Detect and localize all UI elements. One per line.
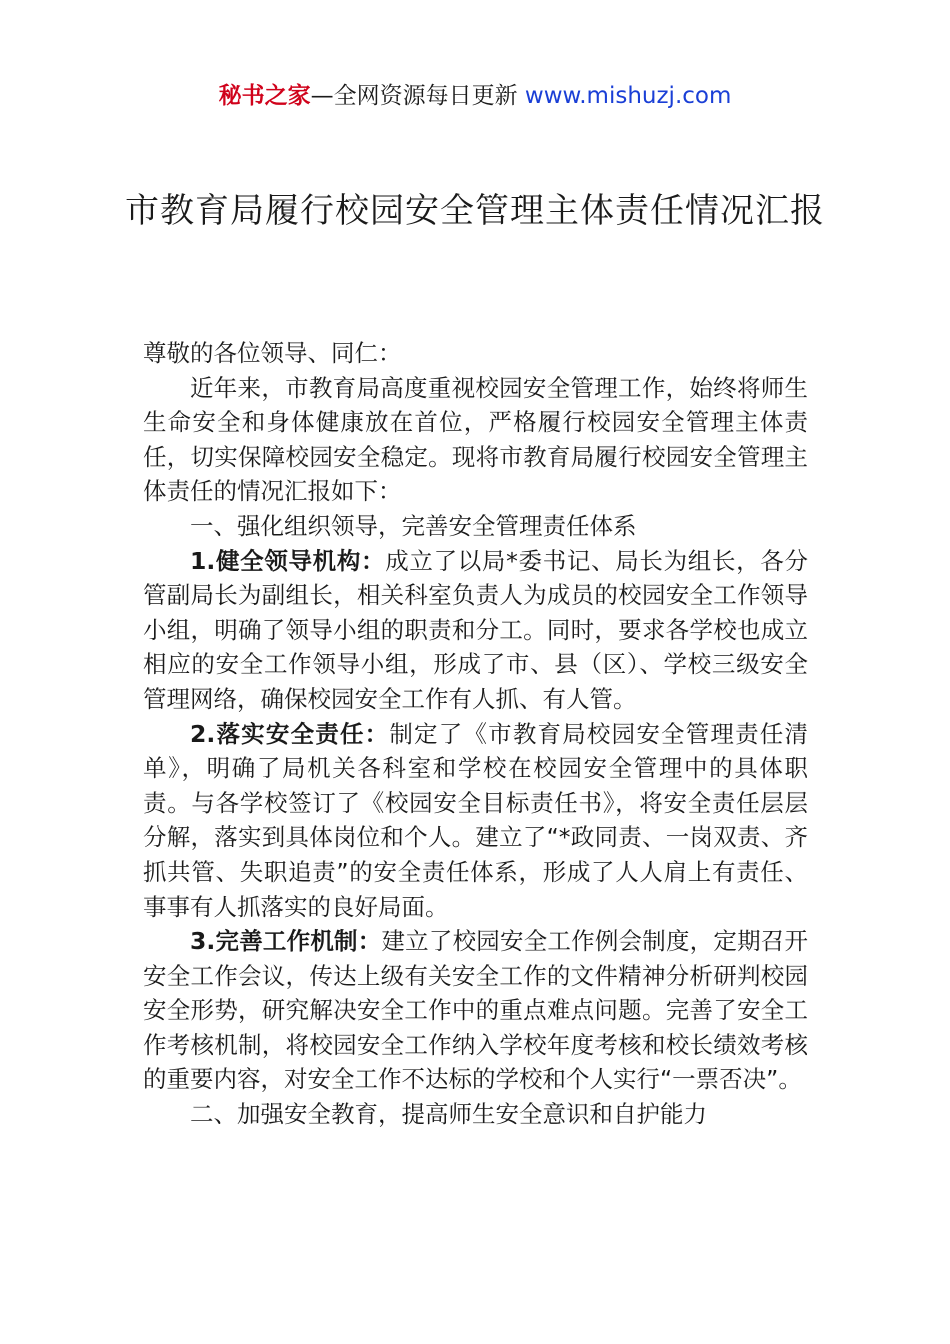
item-lead-1: 1.健全领导机构： [190,546,386,575]
document-title: 市教育局履行校园安全管理主体责任情况汇报 [125,191,825,231]
item-text-2: 制定了《市教育局校园安全管理责任清单》，明确了局机关各科室和学校在校园安全管理中的具体职责。与各学校签订了《校园安全目标责任书》，将安全责任层层分解，落实到具体岗位和个人。建立了“*政同责、一岗双责、齐抓共管、失职追责”的安全责任体系，形成了人人肩上有责任、事事有人抓落实的良好局面。 [143,719,809,921]
header-tagline: —全网资源每日更新 [310,83,525,109]
item-paragraph-2 [143,717,808,925]
item-text-1: 成立了以局*委书记、局长为组长，各分管副局长为副组长，相关科室负责人为成员的校园安全工作领导小组，明确了领导小组的职责和分工。同时，要求各学校也成立相应的安全工作领导小组，形成了市、县（区）、学校三级安全管理网络，确保校园安全工作有人抓、有人管。 [143,546,809,713]
section-heading-1: 一、强化组织领导，完善安全管理责任体系 [190,511,637,540]
item-text-3: 建立了校园安全工作例会制度，定期召开安全工作会议，传达上级有关安全工作的文件精神分析研判校园安全形势，研究解决安全工作中的重点难点问题。完善了安全工作考核机制，将校园安全工作纳入学校年度考核和校长绩效考核的重要内容，对安全工作不达标的学校和个人实行“一票否决”。 [143,927,809,1094]
site-url-link[interactable]: www.mishuzj.com [524,83,732,109]
item-paragraph-3 [143,924,808,1097]
item-lead-2: 2.落实安全责任： [190,719,390,748]
intro-paragraph: 近年来，市教育局高度重视校园安全管理工作，始终将师生生命安全和身体健康放在首位，严格履行校园安全管理主体责任，切实保障校园安全稳定。现将市教育局履行校园安全管理主体责任的情况汇报如下： [143,373,808,506]
section-heading-2: 二、加强安全教育，提高师生安全意识和自护能力 [190,1100,707,1129]
item-paragraph-1 [143,544,808,717]
brand-name: 秘书之家 [218,83,311,109]
item-lead-3: 3.完善工作机制： [190,927,382,956]
document-body [143,336,808,1132]
site-header [0,80,950,112]
salutation: 尊敬的各位领导、同仁： [143,339,402,367]
